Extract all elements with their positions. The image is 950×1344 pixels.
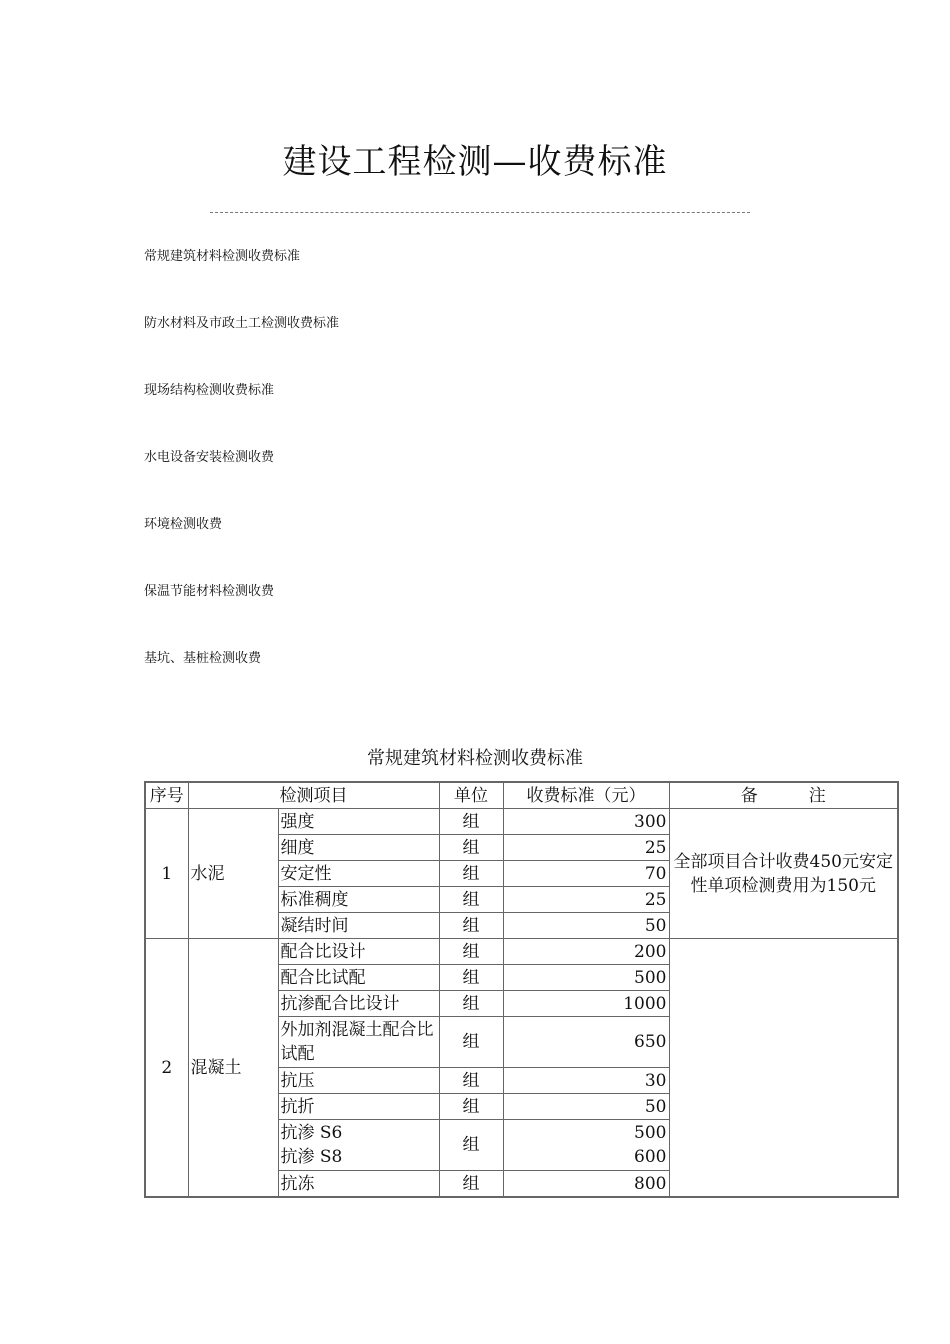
link-environment[interactable]: 环境检测收费 [144, 517, 223, 532]
group-name: 混凝土 [188, 939, 278, 1198]
header-fee: 收费标准（元） [503, 782, 669, 809]
link-insulation-materials[interactable]: 保温节能材料检测收费 [144, 584, 275, 599]
fee-value: 500 [634, 1123, 667, 1143]
page-title: 建设工程检测—收费标准 [282, 142, 668, 182]
unit-cell: 组 [439, 1094, 503, 1120]
test-item: 抗渗 S6 [280, 1123, 343, 1143]
test-item: 抗冻 [278, 1171, 439, 1198]
group-name: 水泥 [188, 809, 278, 939]
fee-cell: 650 [503, 1017, 669, 1068]
table-row [145, 809, 898, 835]
test-item: 配合比试配 [278, 965, 439, 991]
unit-cell: 组 [439, 965, 503, 991]
header-item: 检测项目 [188, 782, 439, 809]
fee-cell: 800 [503, 1171, 669, 1198]
link-mep-installation[interactable]: 水电设备安装检测收费 [144, 450, 275, 465]
test-item-pair [278, 1120, 439, 1171]
unit-cell: 组 [439, 1068, 503, 1094]
fee-cell: 500 [503, 965, 669, 991]
remark-cell [669, 939, 898, 1198]
dashed-divider [210, 212, 750, 213]
table-header-row [145, 782, 898, 809]
fee-cell-pair [503, 1120, 669, 1171]
fee-cell: 50 [503, 1094, 669, 1120]
test-item: 细度 [278, 835, 439, 861]
fee-cell: 300 [503, 809, 669, 835]
unit-cell: 组 [439, 991, 503, 1017]
table-title: 常规建筑材料检测收费标准 [367, 748, 583, 769]
test-item: 外加剂混凝土配合比试配 [278, 1017, 439, 1068]
fee-cell: 70 [503, 861, 669, 887]
fee-cell: 25 [503, 887, 669, 913]
fee-cell: 200 [503, 939, 669, 965]
header-no: 序号 [145, 782, 188, 809]
test-item: 标准稠度 [278, 887, 439, 913]
group-no: 2 [145, 939, 188, 1198]
unit-cell: 组 [439, 1120, 503, 1171]
unit-cell: 组 [439, 887, 503, 913]
test-item: 抗折 [278, 1094, 439, 1120]
fee-cell: 30 [503, 1068, 669, 1094]
fee-cell: 25 [503, 835, 669, 861]
fee-cell: 50 [503, 913, 669, 939]
fee-cell: 1000 [503, 991, 669, 1017]
header-unit: 单位 [439, 782, 503, 809]
remark-cell: 全部项目合计收费450元安定性单项检测费用为150元 [669, 809, 898, 939]
test-item: 强度 [278, 809, 439, 835]
test-item: 抗压 [278, 1068, 439, 1094]
unit-cell: 组 [439, 1017, 503, 1068]
section-link-list [144, 248, 339, 717]
unit-cell: 组 [439, 1171, 503, 1198]
group-no: 1 [145, 809, 188, 939]
link-onsite-structure[interactable]: 现场结构检测收费标准 [144, 383, 275, 398]
test-item: 安定性 [278, 861, 439, 887]
test-item: 抗渗 S8 [280, 1147, 343, 1167]
test-item: 配合比设计 [278, 939, 439, 965]
test-item: 凝结时间 [278, 913, 439, 939]
link-waterproof-materials[interactable]: 防水材料及市政土工检测收费标准 [144, 316, 340, 331]
unit-cell: 组 [439, 939, 503, 965]
header-remark: 备 注 [669, 782, 898, 809]
unit-cell: 组 [439, 861, 503, 887]
unit-cell: 组 [439, 835, 503, 861]
fee-table [144, 781, 899, 1198]
link-building-materials[interactable]: 常规建筑材料检测收费标准 [144, 249, 301, 264]
unit-cell: 组 [439, 809, 503, 835]
table-row [145, 939, 898, 965]
test-item: 抗渗配合比设计 [278, 991, 439, 1017]
unit-cell: 组 [439, 913, 503, 939]
fee-value: 600 [634, 1147, 667, 1167]
link-foundation-piles[interactable]: 基坑、基桩检测收费 [144, 651, 262, 666]
